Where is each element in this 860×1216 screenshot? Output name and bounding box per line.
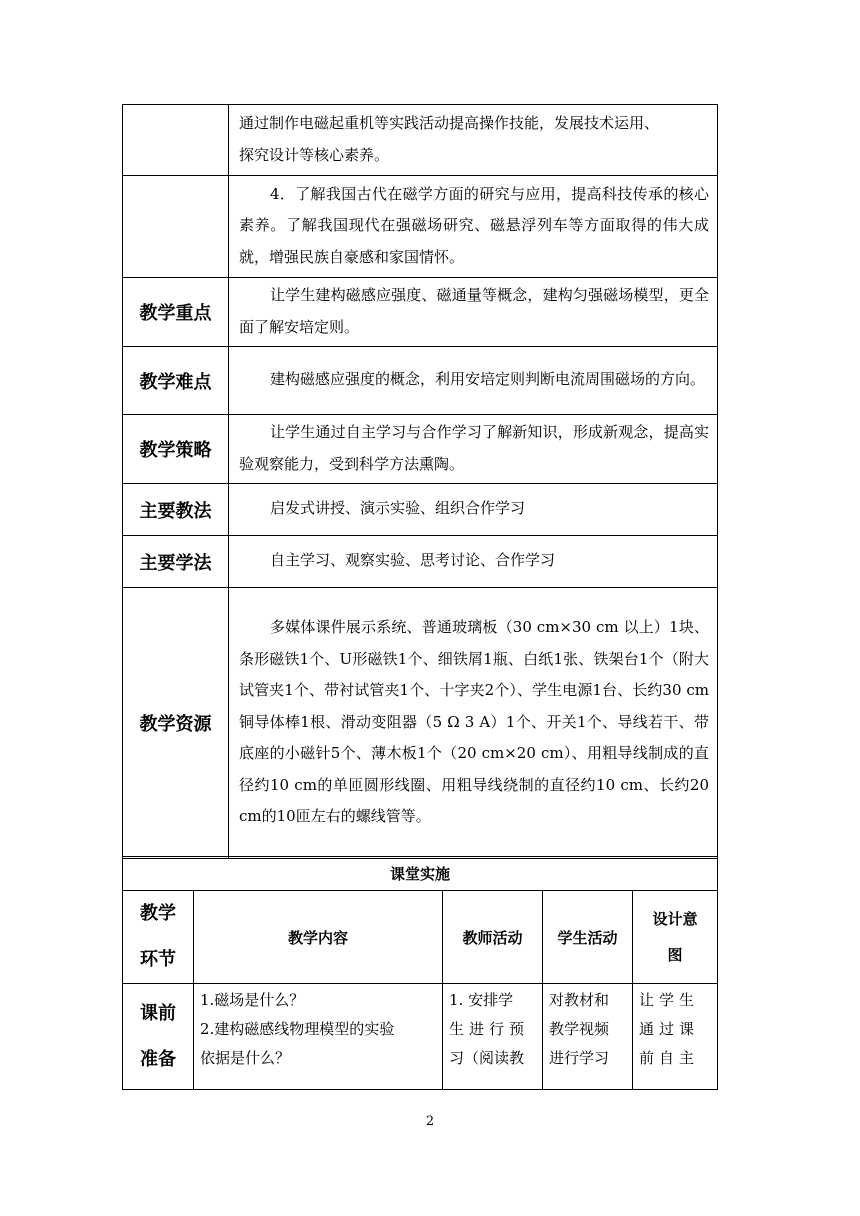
table-row	[123, 536, 718, 588]
table-row	[123, 857, 718, 891]
table-row	[123, 105, 718, 176]
table-row	[123, 484, 718, 536]
row-content-teaching-methods: 启发式讲授、演示实验、组织合作学习	[229, 484, 718, 536]
row-content-learning-methods: 自主学习、观察实验、思考讨论、合作学习	[229, 536, 718, 588]
prep-teacher-line3: 习（阅读教	[449, 1049, 525, 1067]
label-cell-empty	[123, 105, 229, 176]
prep-teacher	[443, 984, 543, 1090]
prep-student-line3: 进行学习	[549, 1049, 610, 1067]
row-content-resources: 多媒体课件展示系统、普通玻璃板（30 cm×30 cm 以上）1块、条形磁铁1个、U形磁铁1个、细铁屑1瓶、白纸1张、铁架台1个（附大试管夹1个、带衬试管夹1个、十字夹2个）、学生电源1台、长约30 cm铜导体棒1根、滑动变阻器（5 Ω 3 A）1个、开关1个、导线若干、带底座的小磁针5个、薄木板1个（20 cm×20 cm）、用粗导线制成的直径约10 cm的单匝圆形线圈、用粗导线绕制的直径约10 cm、长约20 cm的10匝左右的螺线管等。	[229, 588, 718, 859]
header-content: 教学内容	[194, 891, 443, 984]
header-teacher: 教师活动	[443, 891, 543, 984]
row-label-resources: 教学资源	[123, 588, 229, 859]
header-stage-line2: 环节	[140, 949, 176, 970]
table-header-row	[123, 891, 718, 984]
table-row	[123, 588, 718, 859]
table-row	[123, 984, 718, 1090]
prep-content-line2: 2.建构磁感线物理模型的实验	[200, 1020, 395, 1038]
row-content-difficulties: 建构磁感应强度的概念，利用安培定则判断电流周围磁场的方向。	[229, 347, 718, 415]
row-label-difficulties: 教学难点	[123, 347, 229, 415]
header-stage	[123, 891, 194, 984]
prep-content-line1: 1.磁场是什么？	[200, 991, 305, 1009]
prep-student-line2: 教学视频	[549, 1020, 610, 1038]
objectives-line1: 通过制作电磁起重机等实践活动提高操作技能，发展技术运用、	[239, 114, 660, 132]
prep-design-line1: 让学生	[639, 991, 700, 1009]
objective-item-4: 4．了解我国古代在磁学方面的研究与应用，提高科技传承的核心素养。了解我国现代在强磁场研究、磁悬浮列车等方面取得的伟大成就，增强民族自豪感和家国情怀。	[229, 176, 718, 278]
prep-content-line3: 依据是什么？	[200, 1049, 291, 1067]
row-label-learning-methods: 主要学法	[123, 536, 229, 588]
table-row	[123, 415, 718, 484]
prep-stage	[123, 984, 194, 1090]
prep-teacher-line1: 1. 安排学	[449, 991, 514, 1009]
header-stage-line1: 教学	[140, 903, 176, 924]
header-student: 学生活动	[543, 891, 633, 984]
prep-design-line3: 前自主	[639, 1049, 700, 1067]
plan-table	[122, 104, 718, 859]
prep-content	[194, 984, 443, 1090]
objectives-continued	[229, 105, 718, 176]
prep-design	[633, 984, 718, 1090]
label-cell-empty	[123, 176, 229, 278]
row-content-key-points: 让学生建构磁感应强度、磁通量等概念，建构匀强磁场模型，更全面了解安培定则。	[229, 278, 718, 347]
prep-teacher-line2: 生进行预	[449, 1020, 530, 1038]
row-label-strategy: 教学策略	[123, 415, 229, 484]
implementation-table	[122, 856, 718, 1090]
row-label-key-points: 教学重点	[123, 278, 229, 347]
row-label-teaching-methods: 主要教法	[123, 484, 229, 536]
section-title: 课堂实施	[123, 857, 718, 891]
objectives-line2: 探究设计等核心素养。	[239, 145, 390, 164]
header-design	[633, 891, 718, 984]
prep-student-line1: 对教材和	[549, 991, 610, 1009]
page-number: 2	[425, 1114, 435, 1129]
table-row	[123, 347, 718, 415]
prep-stage-line2: 准备	[140, 1048, 176, 1070]
prep-student	[543, 984, 633, 1090]
prep-stage-line1: 课前	[140, 1002, 176, 1024]
table-row	[123, 176, 718, 278]
header-design-line2: 图	[667, 946, 683, 964]
table-row	[123, 278, 718, 347]
row-content-strategy: 让学生通过自主学习与合作学习了解新知识，形成新观念，提高实验观察能力，受到科学方法熏陶。	[229, 415, 718, 484]
header-design-line1: 设计意	[652, 910, 698, 928]
prep-design-line2: 通过课	[639, 1020, 700, 1038]
